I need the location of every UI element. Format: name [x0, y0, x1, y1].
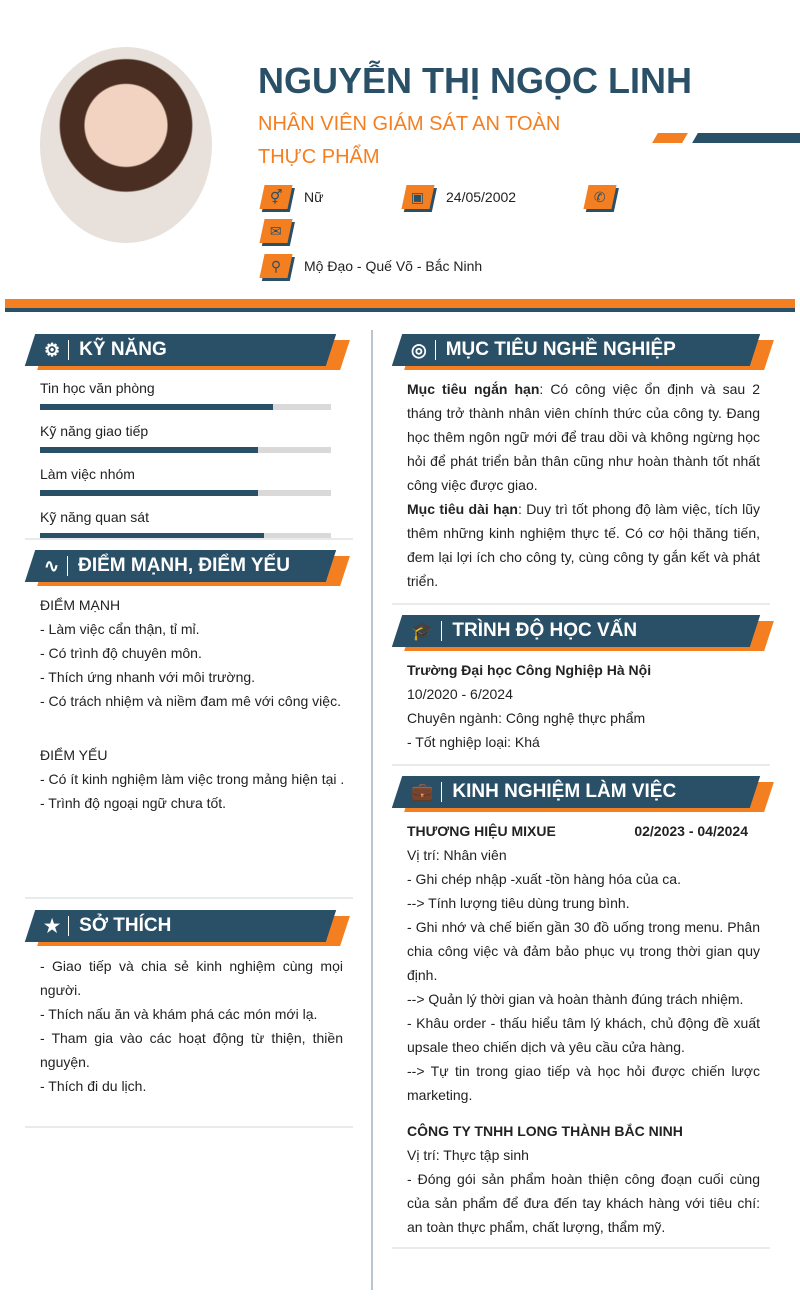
hobbies-list	[40, 954, 343, 1098]
skill-label: Kỹ năng quan sát	[40, 509, 149, 525]
skill-bar-fill	[40, 447, 258, 453]
list-item: - Tham gia vào các hoạt động từ thiện, thiền nguyện.	[40, 1030, 343, 1070]
address-value: Mộ Đạo - Quế Võ - Bắc Ninh	[304, 258, 483, 274]
long-term-text: : Duy trì tốt phong độ làm việc, tích lũy thêm những kinh nghiệm thực tế. Có cơ hội thăng tiến, đem lại lợi ích cho công ty, cùng công ty gắn kết và phát triển.	[407, 501, 760, 589]
skills-header	[30, 334, 345, 370]
skill-bar	[40, 447, 331, 453]
section-title: TRÌNH ĐỘ HỌC VẤN	[452, 620, 638, 641]
company-name: CÔNG TY TNHH LONG THÀNH BẮC NINH	[407, 1123, 683, 1139]
phone-field	[586, 185, 628, 209]
section-title: SỞ THÍCH	[79, 915, 172, 936]
short-term-label: Mục tiêu ngắn hạn	[407, 381, 540, 397]
list-item: - Thích ứng nhanh với môi trường.	[40, 669, 256, 685]
experience-content	[407, 819, 760, 1239]
job-position: Vị trí: Thực tập sinh	[407, 1147, 529, 1163]
objective-header	[397, 334, 769, 370]
list-item: - Ghi chép nhập -xuất -tồn hàng hóa của ca.	[407, 871, 681, 887]
education-header	[397, 615, 769, 651]
skill-label: Tin học văn phòng	[40, 380, 155, 396]
list-item: - Có ít kinh nghiệm làm việc trong mảng hiện tại .	[40, 771, 345, 787]
skill-item	[40, 466, 331, 496]
job-title: NHÂN VIÊN GIÁM SÁT AN TOÀN THỰC PHẨM	[258, 113, 561, 168]
location-icon: ⚲	[259, 254, 292, 278]
list-item: - Làm việc cẩn thận, tỉ mỉ.	[40, 621, 200, 637]
skill-bar	[40, 490, 331, 496]
education-content	[407, 658, 760, 754]
skill-bar-fill	[40, 490, 258, 496]
column-divider	[371, 330, 373, 1290]
list-item: - Đóng gói sản phẩm hoàn thiện công đoạn cuối cùng của sản phẩm để đưa đến tay khách hàng với tiêu chí: an toàn thực phẩm, chất lượng, thẩm mỹ.	[407, 1171, 760, 1235]
skills-list	[40, 380, 331, 552]
list-item: - Có trách nhiệm và niềm đam mê với công việc.	[40, 693, 341, 709]
header-divider	[5, 299, 795, 308]
section-title: MỤC TIÊU NGHỀ NGHIỆP	[445, 339, 676, 360]
strong-title: ĐIỂM MẠNH	[40, 597, 121, 613]
job-period: 02/2023 - 04/2024	[634, 823, 748, 839]
decor-stripe-blue	[692, 133, 800, 143]
list-item: - Có trình độ chuyên môn.	[40, 645, 202, 661]
hobbies-header	[30, 910, 345, 946]
long-term-label: Mục tiêu dài hạn	[407, 501, 518, 517]
skill-item	[40, 509, 331, 539]
gender-field	[262, 185, 323, 209]
list-item: - Giao tiếp và chia sẻ kinh nghiệm cùng mọi người.	[40, 958, 343, 998]
header-divider-blue	[5, 308, 795, 312]
strengths-content	[40, 593, 350, 815]
avatar	[40, 47, 212, 243]
list-item: --> Tự tin trong giao tiếp và học hỏi được chiến lược marketing.	[407, 1063, 760, 1103]
decor-stripe-orange	[652, 133, 688, 143]
email-icon: ✉	[259, 219, 292, 243]
list-item: - Thích đi du lịch.	[40, 1078, 147, 1094]
gear-icon: ⚙	[44, 340, 69, 360]
weak-title: ĐIỂM YẾU	[40, 747, 108, 763]
briefcase-icon: 💼	[411, 782, 442, 802]
skill-item	[40, 380, 331, 410]
company-name: THƯƠNG HIỆU MIXUE	[407, 823, 556, 839]
skill-bar	[40, 404, 331, 410]
list-item: - Ghi nhớ và chế biến gần 30 đồ uống trong menu. Phân chia công việc và đảm bảo phục vụ trong thời gian quy định.	[407, 919, 760, 983]
list-item: --> Quản lý thời gian và hoàn thành đúng trách nhiệm.	[407, 991, 744, 1007]
list-item: --> Tính lượng tiêu dùng trung bình.	[407, 895, 630, 911]
objective-content	[407, 377, 760, 593]
experience-header	[397, 776, 769, 812]
section-title: KINH NGHIỆM LÀM VIỆC	[452, 781, 677, 802]
email-field	[262, 219, 304, 243]
education-period: 10/2020 - 6/2024	[407, 686, 513, 702]
gender-value: Nữ	[304, 189, 324, 205]
address-field	[262, 254, 482, 278]
job-position: Vị trí: Nhân viên	[407, 847, 507, 863]
list-item: - Trình độ ngoại ngữ chưa tốt.	[40, 795, 227, 811]
major: Chuyên ngành: Công nghệ thực phẩm	[407, 710, 646, 726]
divider	[392, 603, 770, 605]
school-name: Trường Đại học Công Nghiệp Hà Nội	[407, 662, 652, 678]
gender-icon: ⚥	[259, 185, 292, 209]
divider	[392, 764, 770, 766]
target-icon: ◎	[411, 340, 436, 360]
section-title: ĐIỂM MẠNH, ĐIỂM YẾU	[78, 555, 290, 576]
strengths-header	[30, 550, 345, 586]
divider	[25, 538, 353, 540]
pulse-icon: ∿	[44, 556, 68, 576]
skill-item	[40, 423, 331, 453]
list-item: - Thích nấu ăn và khám phá các món mới lạ.	[40, 1006, 318, 1022]
birthday-value: 24/05/2002	[446, 189, 517, 205]
divider	[392, 1247, 770, 1249]
graduation-cap-icon: 🎓	[411, 621, 442, 641]
grade: - Tốt nghiệp loại: Khá	[407, 734, 540, 750]
birthday-field	[404, 185, 516, 209]
star-icon: ★	[44, 916, 69, 936]
skill-bar-fill	[40, 404, 273, 410]
section-title: KỸ NĂNG	[79, 339, 167, 360]
skill-label: Kỹ năng giao tiếp	[40, 423, 149, 439]
list-item: - Khâu order - thấu hiểu tâm lý khách, chủ động đề xuất upsale theo chiến dịch và yêu cầu cửa hàng.	[407, 1015, 760, 1055]
divider	[25, 1126, 353, 1128]
short-term-text: : Có công việc ổn định và sau 2 tháng trở thành nhân viên chính thức của công ty. Đang học thêm ngôn ngữ mới để trau dồi và không ngừng học hỏi để phát triển bản thân cũng như hoàn thành tốt nhất công việc được giao.	[407, 381, 761, 493]
skill-label: Làm việc nhóm	[40, 466, 135, 482]
divider	[25, 897, 353, 899]
candidate-name: NGUYỄN THỊ NGỌC LINH	[258, 60, 693, 101]
phone-icon: ✆	[583, 185, 616, 209]
calendar-icon: ▣	[401, 185, 434, 209]
